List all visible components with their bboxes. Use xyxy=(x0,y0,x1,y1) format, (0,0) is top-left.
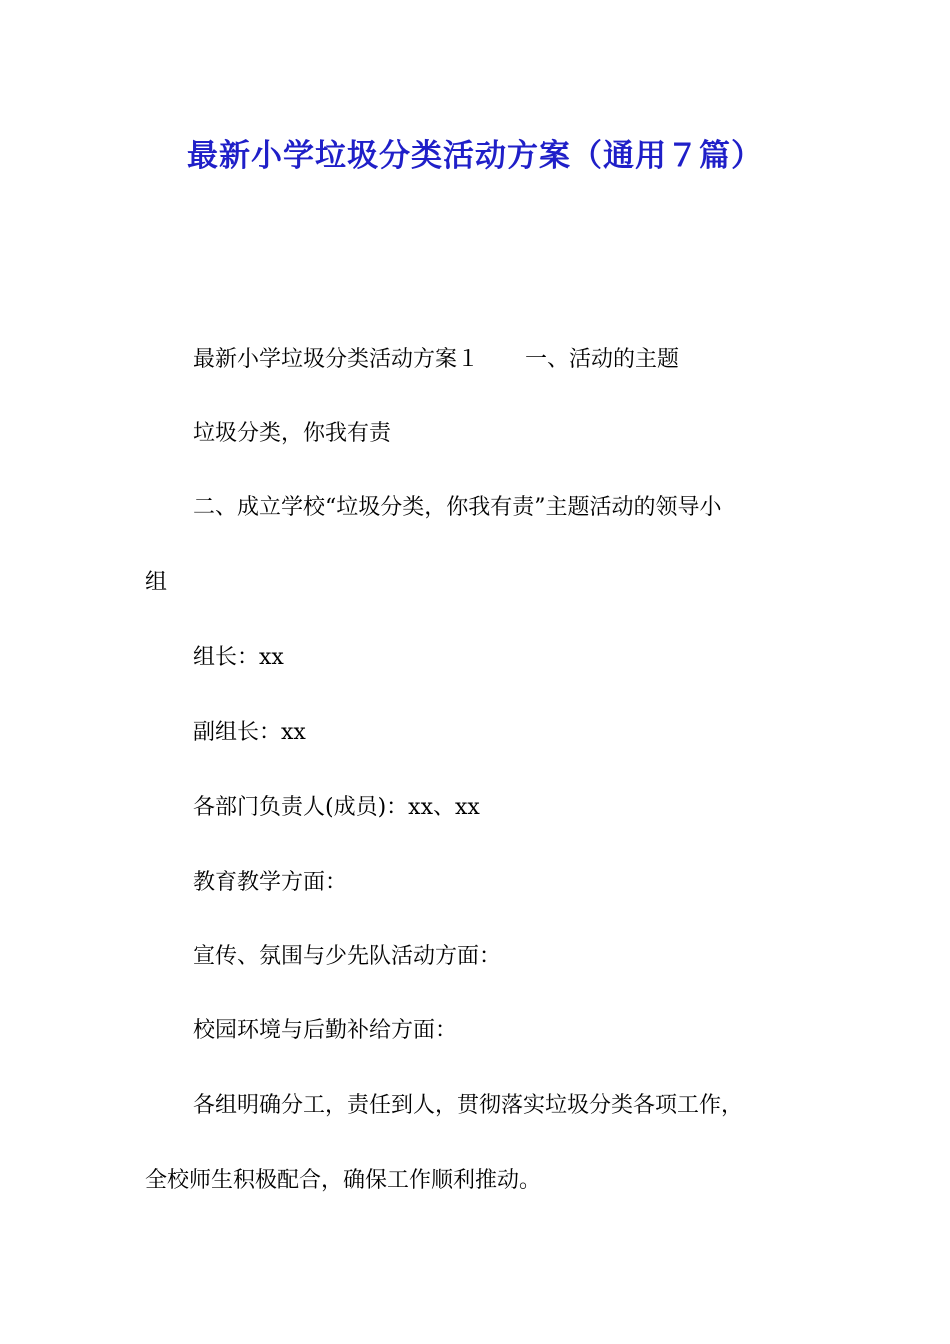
paragraph-plan-heading xyxy=(193,345,679,375)
section-activity-theme: 一、活动的主题 xyxy=(525,347,680,372)
paragraph-leadership-heading-line1: 二、成立学校“垃圾分类，你我有责”主题活动的领导小 xyxy=(193,495,722,520)
paragraph-campus-environment: 校园环境与后勤补给方面： xyxy=(193,1018,458,1043)
paragraph-deputy-leader: 副组长：xx xyxy=(193,720,306,745)
paragraph-group-leader: 组长：xx xyxy=(193,645,284,670)
paragraph-theme: 垃圾分类，你我有责 xyxy=(193,421,392,446)
paragraph-education: 教育教学方面： xyxy=(193,870,348,895)
document-title: 最新小学垃圾分类活动方案（通用７篇） xyxy=(187,138,763,174)
plan-number-label: 最新小学垃圾分类活动方案１ xyxy=(193,347,480,372)
paragraph-leadership-heading-line2: 组 xyxy=(145,570,168,595)
paragraph-publicity: 宣传、氛围与少先队活动方面： xyxy=(193,944,502,969)
paragraph-division-of-work-line2: 全校师生积极配合，确保工作顺利推动。 xyxy=(145,1168,542,1193)
paragraph-division-of-work-line1: 各组明确分工，责任到人，贯彻落实垃圾分类各项工作， xyxy=(193,1093,744,1118)
paragraph-department-heads: 各部门负责人(成员)：xx、xx xyxy=(193,795,480,820)
